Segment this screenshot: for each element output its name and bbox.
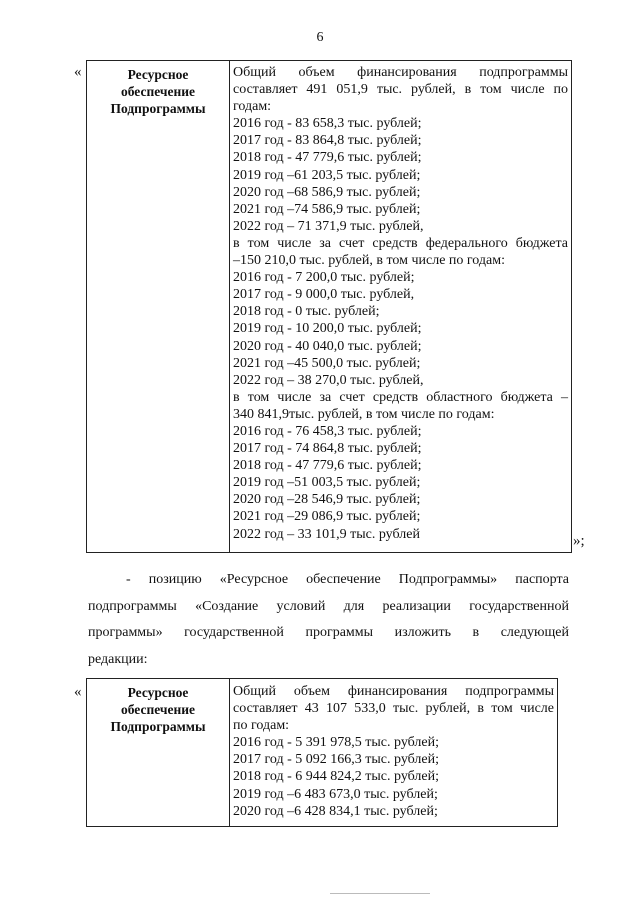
open-quote-1: « <box>74 64 82 80</box>
table1-text-line: 2022 год – 33 101,9 тыс. рублей <box>233 526 420 542</box>
close-quote-1: »; <box>573 533 585 549</box>
paragraph-line: подпрограммы «Создание условий для реализации государственной <box>88 598 569 614</box>
table1-text-line: 2018 год - 47 779,6 тыс. рублей; <box>233 458 422 474</box>
table2-label-line: обеспечение <box>120 702 196 717</box>
table2-text-line: 2020 год –6 428 834,1 тыс. рублей; <box>233 803 438 819</box>
table2-label-cell <box>87 679 230 827</box>
table1-text-line: 2019 год –51 003,5 тыс. рублей; <box>233 475 421 491</box>
table1-text-line: 2017 год - 83 864,8 тыс. рублей; <box>233 133 422 149</box>
resource-table-1 <box>86 60 572 553</box>
table1-label-line: Ресурсное <box>127 67 189 82</box>
table1-text-line: составляет 491 051,9 тыс. рублей, в том числе по <box>233 82 568 98</box>
table1-text-line: в том числе за счет средств федерального бюджета <box>233 235 568 251</box>
table2-text-line: 2019 год –6 483 673,0 тыс. рублей; <box>233 786 438 802</box>
table1-text-line: 2021 год –29 086,9 тыс. рублей; <box>233 509 421 525</box>
amendment-paragraph <box>88 567 569 673</box>
table1-text-line: 2020 год –28 546,9 тыс. рублей; <box>233 492 421 508</box>
table2-text-line: 2016 год - 5 391 978,5 тыс. рублей; <box>233 735 440 751</box>
table1-text-line: 2018 год - 47 779,6 тыс. рублей; <box>233 150 422 166</box>
table1-text-line: 340 841,9тыс. рублей, в том числе по годам: <box>233 406 495 422</box>
table1-text-line: 2017 год - 74 864,8 тыс. рублей; <box>233 441 422 457</box>
table1-text-line: 2022 год – 71 371,9 тыс. рублей, <box>233 218 424 234</box>
table1-text-line: 2019 год - 10 200,0 тыс. рублей; <box>233 321 422 337</box>
table2-text-line: Общий объем финансирования подпрограммы <box>233 684 554 699</box>
table1-text-line: 2020 год - 40 040,0 тыс. рублей; <box>233 338 422 354</box>
table2-text-line: 2018 год - 6 944 824,2 тыс. рублей; <box>233 769 440 785</box>
table1-text-line: –150 210,0 тыс. рублей, в том числе по годам: <box>233 253 505 269</box>
table2-text-line: 2017 год - 5 092 166,3 тыс. рублей; <box>233 752 440 768</box>
table1-text-line: 2020 год –68 586,9 тыс. рублей; <box>233 184 421 200</box>
page-number: 6 <box>316 30 324 45</box>
open-quote-2: « <box>74 684 82 700</box>
table1-text-line: 2022 год – 38 270,0 тыс. рублей, <box>233 372 424 388</box>
paragraph-line: - позицию «Ресурсное обеспечение Подпрограммы» паспорта <box>126 572 569 587</box>
footer-rule <box>330 893 430 894</box>
table2-label-line: Ресурсное <box>127 685 189 700</box>
table1-text-line: 2016 год - 83 658,3 тыс. рублей; <box>233 116 422 132</box>
table2-label-line: Подпрограммы <box>110 719 206 734</box>
table1-label-cell <box>87 61 230 553</box>
table1-text-line: 2021 год –74 586,9 тыс. рублей; <box>233 201 421 217</box>
table1-text-cell <box>230 61 572 553</box>
paragraph-line: редакции: <box>88 651 148 667</box>
table1-text-line: 2016 год - 7 200,0 тыс. рублей; <box>233 270 415 286</box>
table1-text-line: Общий объем финансирования подпрограммы <box>233 65 568 80</box>
table1-text-line: 2021 год –45 500,0 тыс. рублей; <box>233 355 421 371</box>
table1-label-line: обеспечение <box>120 84 196 99</box>
table1-text-line: в том числе за счет средств областного бюджета – <box>233 389 568 405</box>
table1-text-line: годам: <box>233 99 272 115</box>
resource-table-2 <box>86 678 558 827</box>
table2-text-cell <box>230 679 558 827</box>
table1-text-line: 2016 год - 76 458,3 тыс. рублей; <box>233 423 422 439</box>
table2-text-line: составляет 43 107 533,0 тыс. рублей, в том числе <box>233 701 554 717</box>
table1-text-line: 2019 год –61 203,5 тыс. рублей; <box>233 167 421 183</box>
table1-text-line: 2017 год - 9 000,0 тыс. рублей, <box>233 287 415 303</box>
paragraph-line: программы» государственной программы изложить в следующей <box>88 625 569 640</box>
table1-text-line: 2018 год - 0 тыс. рублей; <box>233 304 380 320</box>
table2-text-line: по годам: <box>233 718 290 734</box>
table1-label-line: Подпрограммы <box>110 101 206 116</box>
